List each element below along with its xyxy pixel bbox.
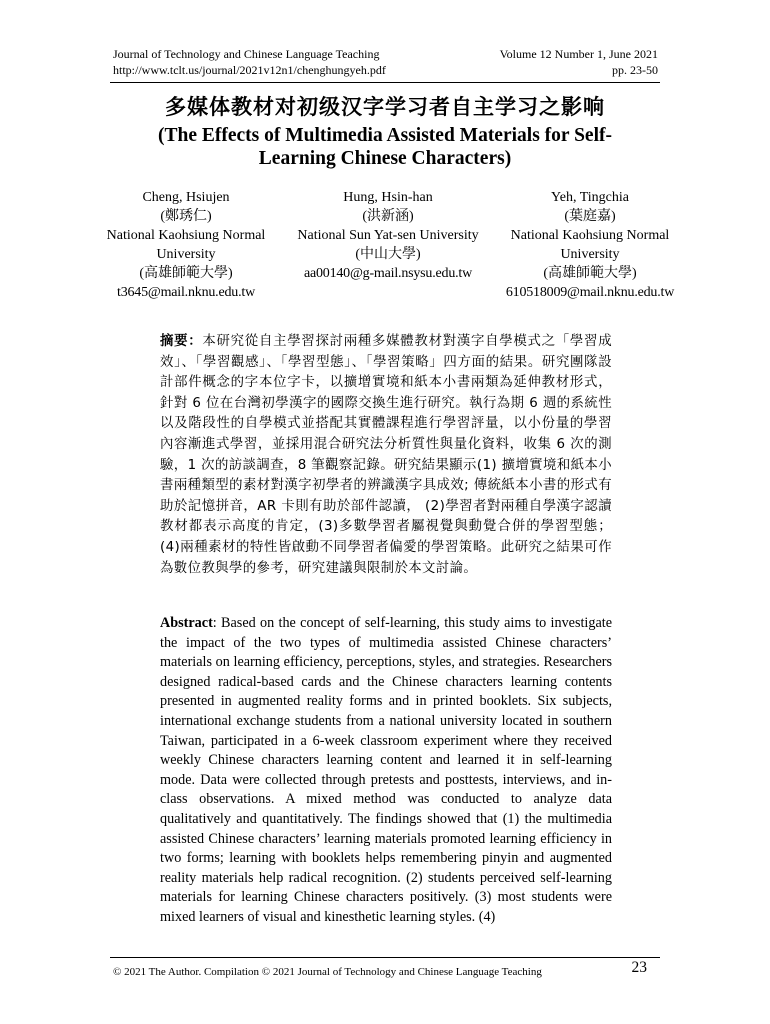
author-affiliation: National Sun Yat-sen University — [297, 228, 479, 243]
page-range: pp. 23-50 — [612, 63, 658, 77]
author-affiliation-cn: (高雄師範大學) — [139, 266, 233, 281]
author-name-cn: (鄭琇仁) — [160, 209, 212, 224]
footer-rule — [110, 957, 660, 958]
abstract-chinese — [160, 332, 612, 579]
author-email: aa00140@g-mail.nsysu.edu.tw — [303, 266, 473, 281]
author-affiliation: National Kaohsiung Normal University — [106, 228, 266, 262]
author-name: Cheng, Hsiujen — [142, 190, 230, 205]
running-header-right — [500, 46, 658, 78]
volume-info: Volume 12 Number 1, June 2021 — [499, 47, 658, 61]
author-3 — [492, 188, 688, 302]
author-1 — [88, 188, 284, 302]
header-rule — [110, 82, 660, 83]
author-affiliation-cn: (中山大學) — [355, 247, 421, 262]
title-english: (The Effects of Multimedia Assisted Materials for Self-Learning Chinese Characters) — [157, 125, 612, 169]
abstract-chinese-text: 本研究從自主學習探討兩種多媒體教材對漢字自學模式之「學習成效」、「學習觀感」、「學習型態」、「學習策略」四方面的結果。研究團隊設計部件概念的字本位字卡，以擴增實境和紙本小書兩類為延伸教材形式，針對 6 位在台灣初學漢字的國際交換生進行研究。執行為期 6 週的系統性以及階段性的自學模式並搭配其實體課程進行學習評量，以小份量的學習內容漸進式學習，並採用混合研究法分析質性與量化資料，收集 6 次的測驗，1 次的訪談調查，8 筆觀察記錄。研究結果顯示(1) 擴增實境和紙本小書兩種類型的素材對漢字初學者的辨識漢字具成效; 傳統紙本小書的形式有助於記憶拼音，AR 卡則有助於部件認讀， (2)學習者對兩種自學漢字認讀教材都表示高度的肯定，(3)多數學習者屬視覺與動覺合併的學習型態；(4)兩種素材的特性皆啟動不同學習者偏愛的學習策略。此研究之結果可作為數位教與學的參考，研究建議與限制於本文討論。 — [160, 334, 612, 576]
author-affiliation: National Kaohsiung Normal University — [510, 228, 670, 262]
journal-name: Journal of Technology and Chinese Language Teaching — [113, 47, 380, 61]
author-email: t3645@mail.nknu.edu.tw — [117, 285, 255, 300]
author-name: Yeh, Tingchia — [551, 190, 629, 205]
abstract-english — [160, 614, 612, 928]
article-url: http://www.tclt.us/journal/2021v12n1/chenghungyeh.pdf — [113, 63, 386, 77]
title-chinese: 多媒体教材对初级汉字学习者自主学习之影响 — [165, 95, 605, 119]
author-2 — [290, 188, 486, 302]
author-email: 610518009@mail.nknu.edu.tw — [505, 285, 675, 300]
author-name: Hung, Hsin-han — [343, 190, 433, 205]
running-header-left — [113, 46, 386, 78]
page-number: 23 — [631, 959, 647, 976]
author-list — [88, 188, 688, 302]
author-name-cn: (葉庭嘉) — [564, 209, 616, 224]
abstract-english-text: : Based on the concept of self-learning, this study aims to investigate the impact of the two types of multimedia assisted Chinese characters’ materials on learning efficiency, perceptions, styles, and strategies. Researchers designed radical-based cards and the Chinese characters learning contents presented in augmented reality forms and in printed booklets. Six subjects, international exchange students from a national university located in southern Taiwan, participated in a 6-week classroom experiment where they received weekly Chinese characters learning content and learned it in self-learning mode. Data were collected through pretests and posttests, interviews, and in-class observations. A mixed method was conducted to analyze data qualitatively and quantitatively. The findings showed that (1) the multimedia assisted Chinese characters’ learning materials promoted learning efficiency in two forms; learning with booklets helps remembering pinyin and augmented reality materials help radical recognition. (2) students perceived self-learning materials for learning Chinese characters positively. (3) most students were mixed learners of visual and kinesthetic learning styles. (4) — [160, 615, 612, 925]
abstract-chinese-label: 摘要： — [160, 334, 203, 349]
abstract-english-label: Abstract — [160, 615, 213, 631]
author-affiliation-cn: (高雄師範大學) — [543, 266, 637, 281]
author-name-cn: (洪新涵) — [362, 209, 414, 224]
copyright-notice: © 2021 The Author. Compilation © 2021 Journal of Technology and Chinese Language Teaching — [113, 966, 542, 978]
